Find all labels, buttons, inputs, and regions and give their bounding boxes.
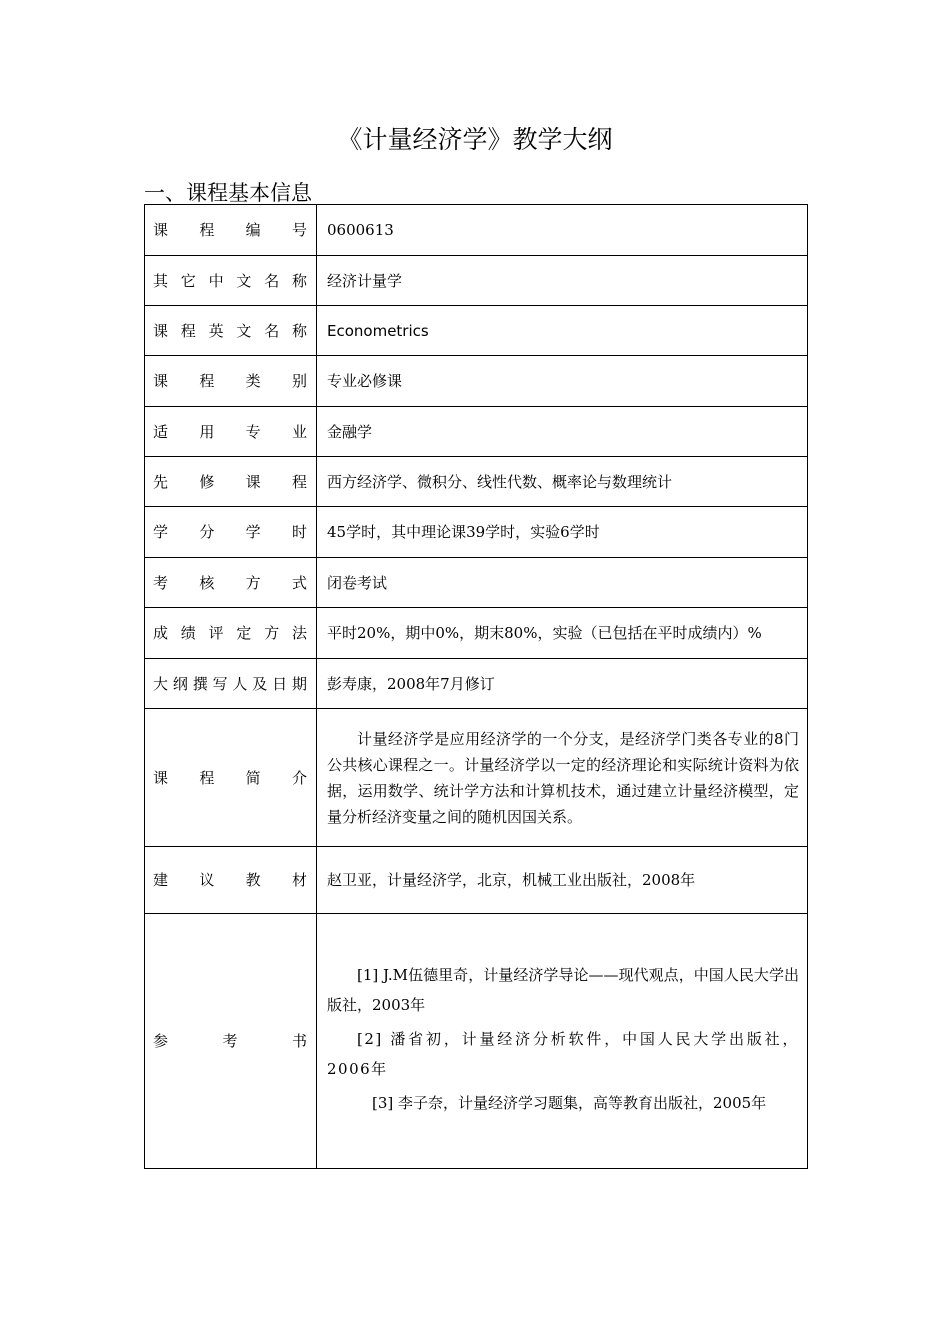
value-english-name: Econometrics [317,306,808,356]
course-intro-paragraph: 计量经济学是应用经济学的一个分支，是经济学门类各专业的8门公共核心课程之一。计量经济学以一定的经济理论和实际统计资料为依据，运用数学、统计学方法和计算机技术，通过建立计量经济模型，定量分析经济变量之间的随机因国关系。 [327,729,799,826]
reference-item: [3] 李子奈，计量经济学习题集，高等教育出版社，2005年 [372,1094,767,1112]
table-row-grading [145,608,808,659]
value-applicable-major: 金融学 [317,407,808,457]
table-row-credit-hours [145,507,808,558]
label-course-category: 课程类别 [145,356,317,407]
value-prerequisites: 西方经济学、微积分、线性代数、概率论与数理统计 [317,457,808,507]
label-textbook: 建议教材 [145,847,317,914]
label-other-chinese-name: 其它中文名称 [145,256,317,306]
table-row-course-category [145,356,808,407]
label-course-intro: 课程简介 [145,709,317,847]
table-row-course-code [145,205,808,256]
label-prerequisites: 先修课程 [145,457,317,507]
label-credit-hours: 学分学时 [145,507,317,558]
table-row-references [145,914,808,1169]
value-course-code: 0600613 [317,205,808,256]
table-row-assessment [145,558,808,608]
value-credit-hours: 45学时，其中理论课39学时，实验6学时 [317,507,808,558]
label-course-code: 课程编号 [145,205,317,256]
table-row-textbook [145,847,808,914]
label-assessment: 考核方式 [145,558,317,608]
table-row-author-date [145,659,808,709]
table-row-course-intro [145,709,808,847]
table-row-applicable-major [145,407,808,457]
reference-item: [1] J.M伍德里奇，计量经济学导论——现代观点，中国人民大学出版社，2003年 [327,966,799,1014]
section-heading: 一、课程基本信息 [144,181,312,205]
label-applicable-major: 适用专业 [145,407,317,457]
table-row-prerequisites [145,457,808,507]
document-title: 《计量经济学》教学大纲 [337,125,613,154]
value-references [317,914,808,1169]
value-author-date: 彭寿康，2008年7月修订 [317,659,808,709]
value-assessment: 闭卷考试 [317,558,808,608]
label-grading: 成绩评定方法 [145,608,317,659]
value-textbook: 赵卫亚，计量经济学，北京，机械工业出版社，2008年 [317,847,808,914]
value-course-intro [317,709,808,847]
label-references: 参考书 [145,914,317,1169]
reference-item: [2] 潘省初，计量经济分析软件，中国人民大学出版社，2006年 [327,1030,799,1078]
value-course-category: 专业必修课 [317,356,808,407]
table-row-english-name [145,306,808,356]
label-author-date: 大纲撰写人及日期 [145,659,317,709]
value-other-chinese-name: 经济计量学 [317,256,808,306]
label-english-name: 课程英文名称 [145,306,317,356]
value-grading: 平时20%，期中0%，期末80%，实验（已包括在平时成绩内）% [317,608,808,659]
course-info-table [144,204,808,1169]
table-row-other-chinese-name [145,256,808,306]
